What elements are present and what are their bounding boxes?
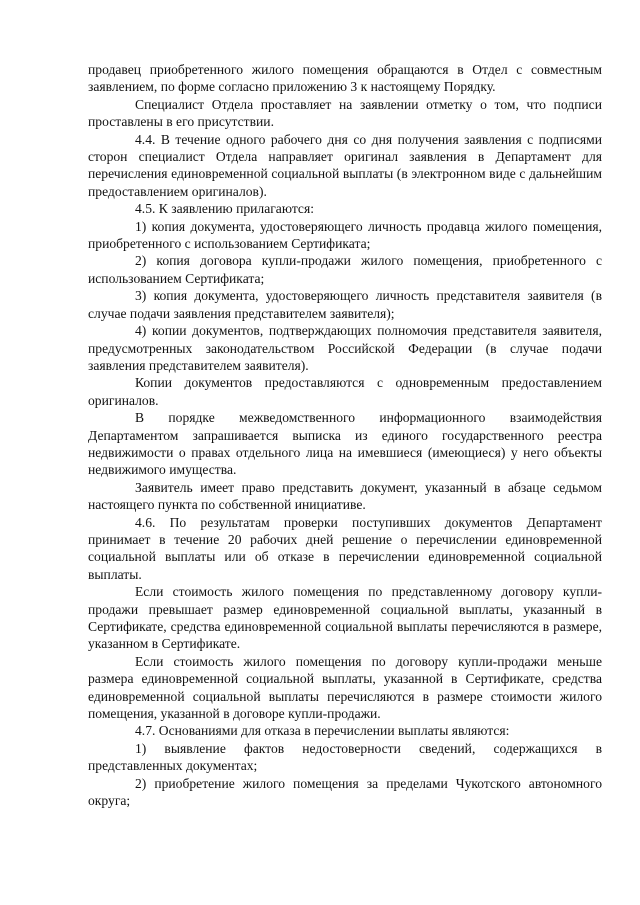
list-item: 4) копии документов, подтверждающих полномочия представителя заявителя, предусмотренных законодательством Российской Федерации (в случае подачи заявления представителем заявителя). — [88, 323, 602, 373]
paragraph: В порядке межведомственного информационного взаимодействия Департаментом запрашивается выписка из единого государственного реестра недвижимости о правах отдельного лица на имевшиеся (имеющиеся) у него объекты недвижимого имущества. — [88, 410, 602, 478]
list-item: 3) копия документа, удостоверяющего личность представителя заявителя (в случае подачи заявления представителем заявителя); — [88, 288, 602, 321]
paragraph: Если стоимость жилого помещения по представленному договору купли-продажи превышает размер единовременной социальной выплаты, указанный в Сертификате, средства единовременной социальной выплаты перечисляются в размере, указанном в Сертификате. — [88, 584, 602, 652]
document-page — [88, 61, 602, 809]
paragraph-4-4: 4.4. В течение одного рабочего дня со дня получения заявления с подписями сторон специалист Отдела направляет оригинал заявления в Департамент для перечисления единовременной социальной выплаты (в электронном виде с дальнейшим предоставлением оригиналов). — [88, 131, 602, 199]
list-item: 1) выявление фактов недостоверности сведений, содержащихся в представленных документах; — [88, 740, 602, 774]
list-item: 2) копия договора купли-продажи жилого помещения, приобретенного с использованием Сертификата; — [88, 253, 602, 286]
paragraph-4-6: 4.6. По результатам проверки поступивших документов Департамент принимает в течение 20 рабочих дней решение о перечислении единовременной социальной выплаты или об отказе в перечислении единовременной социальной выплаты. — [88, 514, 602, 582]
paragraph: Заявитель имеет право представить документ, указанный в абзаце седьмом настоящего пункта по собственной инициативе. — [88, 479, 602, 513]
paragraph: Если стоимость жилого помещения по договору купли-продажи меньше размера единовременной социальной выплаты, указанной в Сертификате, средства единовременной социальной выплаты перечисляются в размере стоимости жилого помещения, указанной в договоре купли-продажи. — [88, 653, 602, 722]
paragraph: Специалист Отдела проставляет на заявлении отметку о том, что подписи проставлены в его присутствии. — [88, 96, 602, 130]
list-item: 1) копия документа, удостоверяющего личность продавца жилого помещения, приобретенного с использованием Сертификата; — [88, 218, 602, 252]
list-item: 2) приобретение жилого помещения за пределами Чукотского автономного округа; — [88, 775, 602, 809]
paragraph-4-5: 4.5. К заявлению прилагаются: — [135, 201, 314, 217]
paragraph-continuation: продавец приобретенного жилого помещения обращаются в Отдел с совместным заявлением, по форме согласно приложению 3 к настоящему Порядку. — [88, 62, 602, 95]
paragraph: Копии документов предоставляются с одновременным предоставлением оригиналов. — [88, 375, 602, 408]
paragraph-4-7: 4.7. Основаниями для отказа в перечислении выплаты являются: — [135, 723, 510, 739]
